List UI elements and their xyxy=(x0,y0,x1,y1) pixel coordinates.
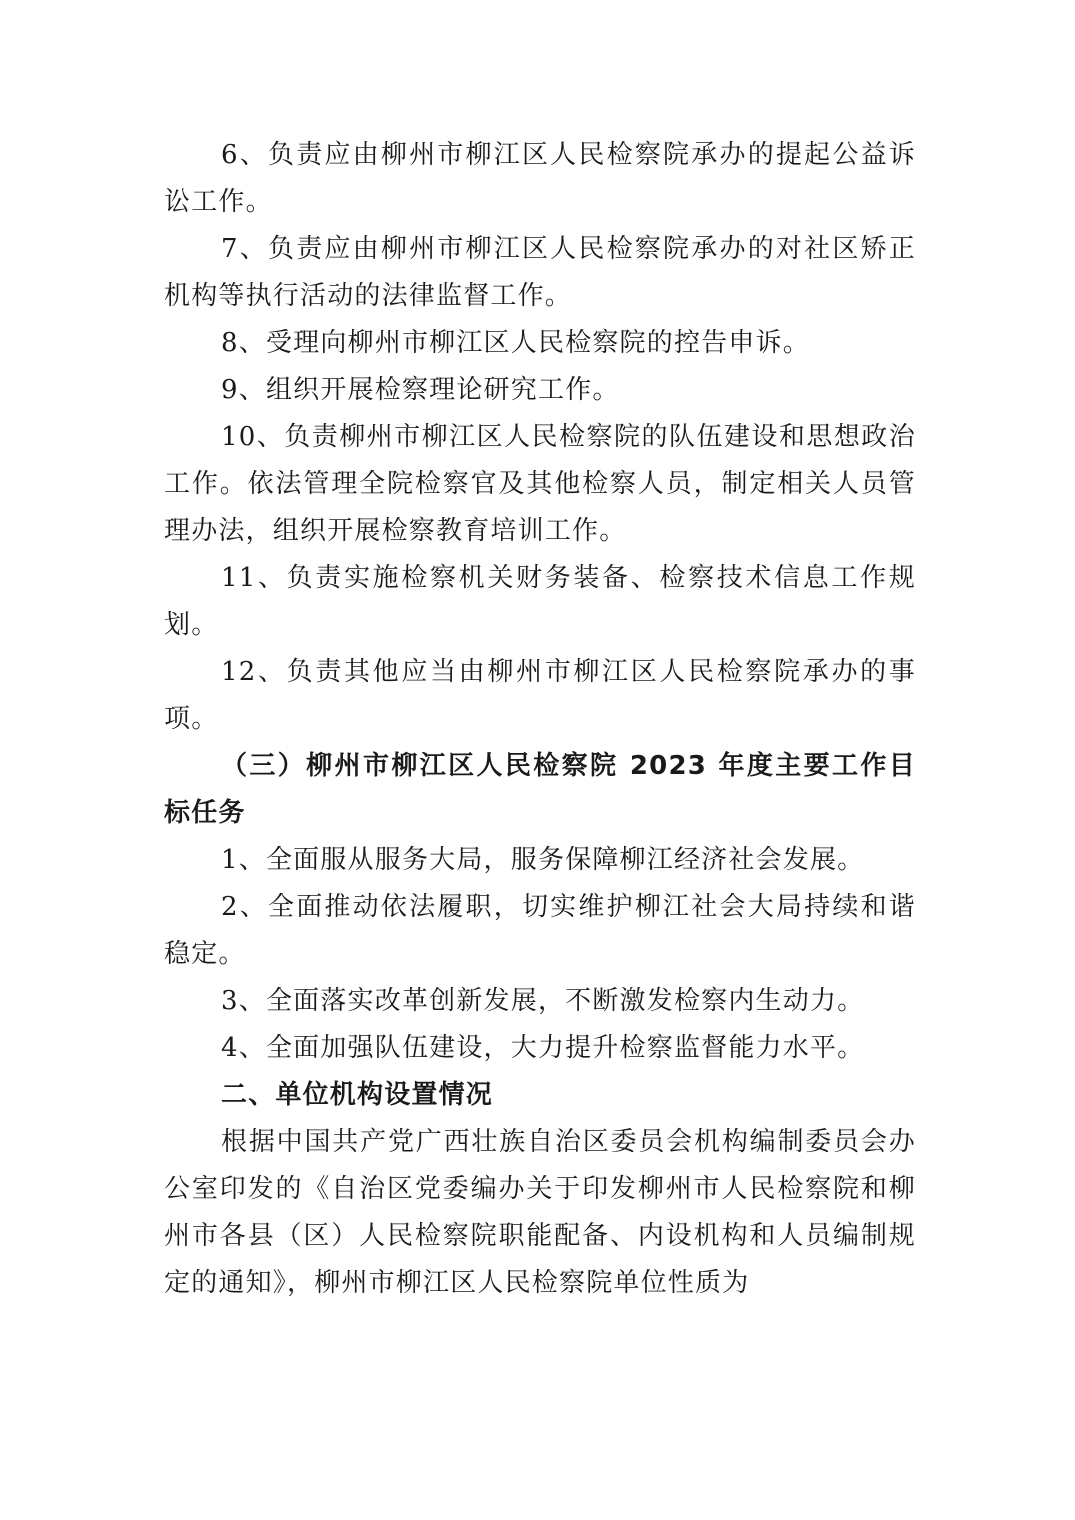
goal-item-1: 1、全面服从服务大局，服务保障柳江经济社会发展。 xyxy=(221,845,865,875)
section-2-heading: 二、单位机构设置情况 xyxy=(221,1080,494,1110)
duty-item-8: 8、受理向柳州市柳江区人民检察院的控告申诉。 xyxy=(221,328,810,358)
duty-item-10: 10、负责柳州市柳江区人民检察院的队伍建设和思想政治工作。依法管理全院检察官及其他检察人员，制定相关人员管理办法，组织开展检察教育培训工作。 xyxy=(164,422,916,546)
duty-item-9: 9、组织开展检察理论研究工作。 xyxy=(221,375,620,405)
document-page xyxy=(164,132,916,1307)
goal-item-2: 2、全面推动依法履职，切实维护柳江社会大局持续和谐稳定。 xyxy=(164,892,916,969)
goal-item-3: 3、全面落实改革创新发展，不断激发检察内生动力。 xyxy=(221,986,865,1016)
goal-item-4: 4、全面加强队伍建设，大力提升检察监督能力水平。 xyxy=(221,1033,865,1063)
duty-item-12: 12、负责其他应当由柳州市柳江区人民检察院承办的事项。 xyxy=(164,657,916,734)
section-3-heading: （三）柳州市柳江区人民检察院 2023 年度主要工作目标任务 xyxy=(164,751,916,828)
duty-item-6: 6、负责应由柳州市柳江区人民检察院承办的提起公益诉讼工作。 xyxy=(164,140,916,217)
duty-item-11: 11、负责实施检察机关财务装备、检察技术信息工作规划。 xyxy=(164,563,916,640)
section-2-body: 根据中国共产党广西壮族自治区委员会机构编制委员会办公室印发的《自治区党委编办关于印发柳州市人民检察院和柳州市各县（区）人民检察院职能配备、内设机构和人员编制规定的通知》，柳州市柳江区人民检察院单位性质为 xyxy=(164,1127,916,1298)
duty-item-7: 7、负责应由柳州市柳江区人民检察院承办的对社区矫正机构等执行活动的法律监督工作。 xyxy=(164,234,916,311)
